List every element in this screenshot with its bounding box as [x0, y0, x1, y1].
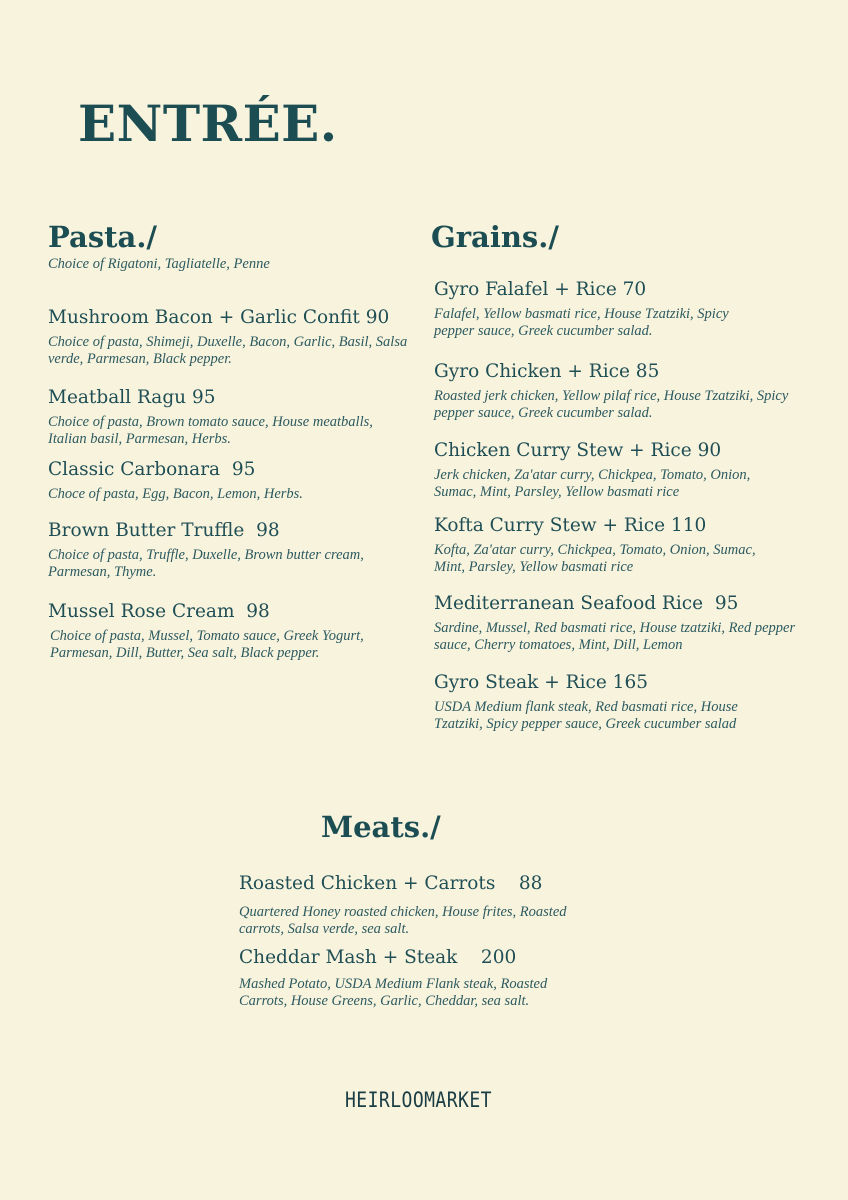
menu-item-description: Roasted jerk chicken, Yellow pilaf rice, House Tzatziki, Spicy pepper sauce, Greek cucumber salad. — [434, 388, 789, 421]
page-title: ENTRÉE. — [78, 94, 338, 153]
menu-item-chicken-curry-stew — [434, 440, 774, 500]
menu-item-name: Classic Carbonara 95 — [48, 459, 256, 480]
section-heading-meats: Meats./ — [321, 810, 441, 844]
menu-item-name: Gyro Chicken + Rice 85 — [434, 361, 660, 382]
menu-item-roasted-chicken — [239, 873, 589, 937]
menu-item-name: Chicken Curry Stew + Rice 90 — [434, 440, 722, 461]
menu-item-gyro-steak — [434, 672, 764, 732]
menu-item-name: Gyro Falafel + Rice 70 — [434, 279, 647, 300]
menu-item-description: Choice of pasta, Truffle, Duxelle, Brown butter cream, Parmesan, Thyme. — [48, 547, 364, 580]
menu-item-name: Mushroom Bacon + Garlic Confit 90 — [48, 307, 390, 328]
menu-item-name: Meatball Ragu 95 — [48, 387, 216, 408]
section-heading-pasta: Pasta./ — [48, 220, 158, 254]
menu-item-mussel-rose-cream — [48, 601, 378, 661]
menu-item-name: Brown Butter Truffle 98 — [48, 520, 280, 541]
menu-item-name: Kofta Curry Stew + Rice 110 — [434, 515, 707, 536]
menu-item-description: Kofta, Za'atar curry, Chickpea, Tomato, Onion, Sumac, Mint, Parsley, Yellow basmati rice — [434, 542, 756, 575]
heirloomarket-logo: HEIRLOOMARKET — [345, 1088, 492, 1112]
menu-item-meatball-ragu — [48, 387, 383, 447]
menu-item-name: Gyro Steak + Rice 165 — [434, 672, 648, 693]
menu-item-mediterranean-seafood-rice — [434, 593, 804, 653]
menu-item-description: Quartered Honey roasted chicken, House frites, Roasted carrots, Salsa verde, sea salt. — [239, 904, 567, 937]
menu-item-description: Choice of pasta, Mussel, Tomato sauce, Greek Yogurt, Parmesan, Dill, Butter, Sea salt, Black pepper. — [50, 628, 364, 661]
menu-item-description: USDA Medium flank steak, Red basmati rice, House Tzatziki, Spicy pepper sauce, Greek cucumber salad — [434, 699, 738, 732]
pasta-subtitle: Choice of Rigatoni, Tagliatelle, Penne — [48, 256, 270, 272]
menu-item-gyro-falafel — [434, 279, 764, 339]
menu-item-name: Mediterranean Seafood Rice 95 — [434, 593, 739, 614]
section-heading-grains: Grains./ — [431, 220, 559, 254]
menu-item-description: Choice of pasta, Brown tomato sauce, House meatballs, Italian basil, Parmesan, Herbs. — [48, 414, 373, 447]
menu-item-cheddar-mash-steak — [239, 947, 599, 1009]
menu-item-description: Choce of pasta, Egg, Bacon, Lemon, Herbs. — [48, 486, 303, 502]
menu-item-kofta-curry-stew — [434, 515, 769, 575]
menu-item-description: Falafel, Yellow basmati rice, House Tzatziki, Spicy pepper sauce, Greek cucumber salad. — [434, 306, 729, 339]
menu-item-description: Mashed Potato, USDA Medium Flank steak, Roasted Carrots, House Greens, Garlic, Cheddar, sea salt. — [239, 976, 548, 1009]
menu-item-name: Mussel Rose Cream 98 — [48, 601, 270, 622]
menu-item-description: Jerk chicken, Za'atar curry, Chickpea, Tomato, Onion, Sumac, Mint, Parsley, Yellow basmati rice — [434, 467, 751, 500]
menu-item-description: Sardine, Mussel, Red basmati rice, House tzatziki, Red pepper sauce, Cherry tomatoes, Mint, Dill, Lemon — [434, 620, 796, 653]
menu-item-mushroom-bacon — [48, 307, 418, 367]
menu-item-description: Choice of pasta, Shimeji, Duxelle, Bacon, Garlic, Basil, Salsa verde, Parmesan, Black pepper. — [48, 334, 408, 367]
menu-item-classic-carbonara — [48, 459, 388, 503]
menu-item-name: Roasted Chicken + Carrots 88 — [239, 873, 543, 894]
menu-item-brown-butter-truffle — [48, 520, 383, 580]
menu-item-name: Cheddar Mash + Steak 200 — [239, 947, 517, 968]
menu-item-gyro-chicken — [434, 361, 794, 421]
